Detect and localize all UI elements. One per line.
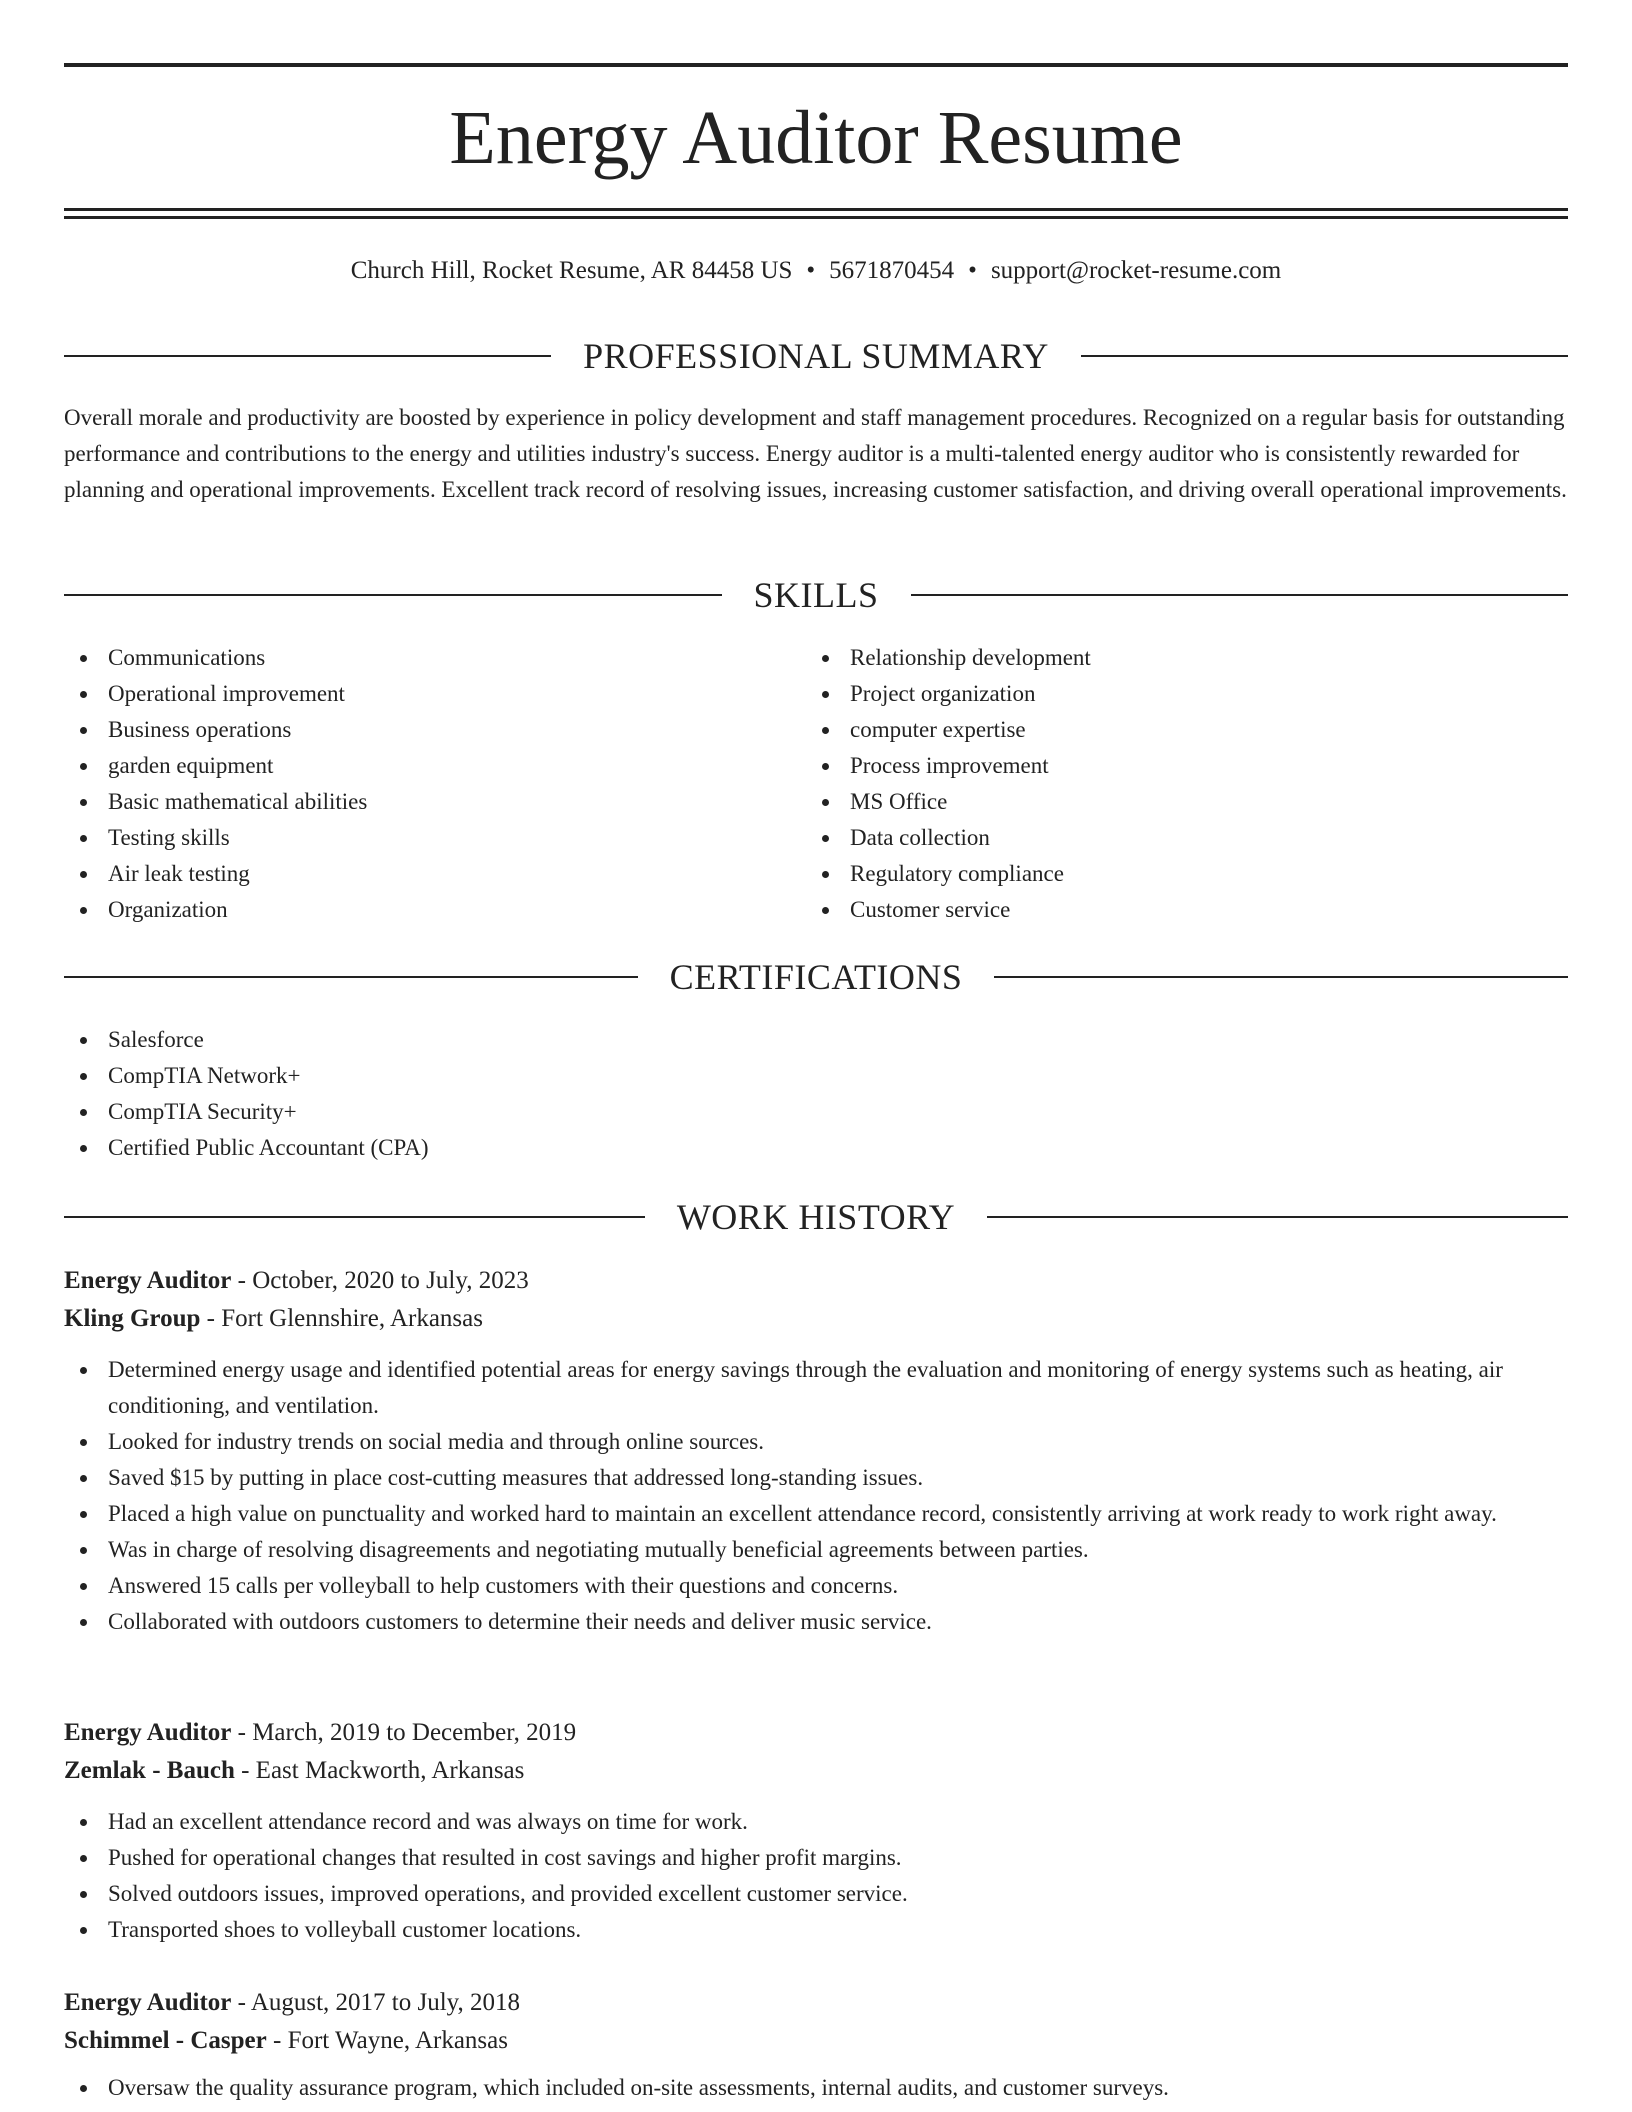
job-bullet: Collaborated with outdoors customers to determine their needs and deliver music service.	[64, 1604, 1568, 1640]
contact-phone: 5671870454	[829, 257, 955, 284]
skill-item: Communications	[64, 640, 804, 676]
skills-list-right	[806, 640, 1546, 928]
job-bullet: Pushed for operational changes that resulted in cost savings and higher profit margins.	[64, 1840, 1568, 1876]
skill-item: Project organization	[806, 676, 1546, 712]
job-bullet: Determined energy usage and identified potential areas for energy savings through the evaluation and monitoring of energy systems such as heating, air conditioning, and ventilation.	[64, 1352, 1568, 1424]
page-title: Energy Auditor Resume	[449, 96, 1183, 180]
job-bullet: Transported shoes to volleyball customer locations.	[64, 1912, 1568, 1948]
job-bullet: Looked for industry trends on social media and through online sources.	[64, 1424, 1568, 1460]
title-rule-upper	[64, 208, 1568, 211]
job-company: Zemlak - Bauch	[64, 1757, 235, 1784]
job-bullets	[64, 2070, 1568, 2106]
contact-address: Church Hill, Rocket Resume, AR 84458 US	[350, 257, 793, 284]
heading-rule	[1081, 355, 1568, 357]
contact-line	[64, 254, 1568, 288]
heading-rule	[994, 976, 1568, 978]
contact-email: support@rocket-resume.com	[990, 257, 1282, 284]
job-location: - Fort Wayne, Arkansas	[266, 2027, 508, 2054]
job-dates: - October, 2020 to July, 2023	[231, 1267, 529, 1294]
section-heading-skills	[64, 575, 1568, 615]
top-rule	[64, 63, 1568, 67]
job-dates: - August, 2017 to July, 2018	[231, 1989, 521, 2016]
section-title: CERTIFICATIONS	[669, 957, 963, 997]
skill-item: Relationship development	[806, 640, 1546, 676]
job-company: Schimmel - Casper	[64, 2027, 267, 2054]
section-heading-summary	[64, 336, 1568, 376]
section-heading-work	[64, 1197, 1568, 1237]
job-bullets	[64, 1352, 1568, 1640]
job-title: Energy Auditor	[64, 1989, 232, 2016]
heading-rule	[64, 594, 722, 596]
section-title: SKILLS	[753, 575, 879, 615]
summary-text: Overall morale and productivity are boosted by experience in policy development and staff management procedures. Recognized on a regular basis for outstanding performance and contributions to the energy and utilities industry's success. Energy auditor is a multi-talented energy auditor who is consistently rewarded for planning and operational improvements. Excellent track record of resolving issues, increasing customer satisfaction, and driving overall operational improvements.	[64, 405, 1567, 502]
job-entry	[64, 1714, 1568, 1948]
skill-item: Organization	[64, 892, 804, 928]
skill-item: Operational improvement	[64, 676, 804, 712]
heading-rule	[987, 1216, 1568, 1218]
job-dates: - March, 2019 to December, 2019	[231, 1719, 577, 1746]
job-company-line	[64, 2022, 1568, 2060]
skill-item: Regulatory compliance	[806, 856, 1546, 892]
job-title-line	[64, 1262, 1568, 1300]
heading-rule	[911, 594, 1569, 596]
skill-item: MS Office	[806, 784, 1546, 820]
skill-item: Air leak testing	[64, 856, 804, 892]
job-bullet: Placed a high value on punctuality and worked hard to maintain an excellent attendance record, consistently arriving at work ready to work right away.	[64, 1496, 1568, 1532]
job-location: - East Mackworth, Arkansas	[234, 1757, 525, 1784]
contact-separator: •	[806, 257, 816, 284]
section-title: WORK HISTORY	[676, 1197, 956, 1237]
skill-item: Process improvement	[806, 748, 1546, 784]
skill-item: garden equipment	[64, 748, 804, 784]
job-company-line	[64, 1300, 1568, 1338]
job-title-line	[64, 1984, 1568, 2022]
job-company-line	[64, 1752, 1568, 1790]
job-title: Energy Auditor	[64, 1267, 232, 1294]
skill-item: Customer service	[806, 892, 1546, 928]
certification-item: CompTIA Security+	[64, 1094, 1568, 1130]
heading-rule	[64, 976, 638, 978]
skill-item: Business operations	[64, 712, 804, 748]
heading-rule	[64, 355, 551, 357]
job-title-line	[64, 1714, 1568, 1752]
skill-item: Data collection	[806, 820, 1546, 856]
skill-item: computer expertise	[806, 712, 1546, 748]
contact-separator: •	[968, 257, 977, 284]
title-rule-lower	[64, 216, 1568, 219]
job-entry	[64, 1984, 1568, 2106]
job-bullet: Solved outdoors issues, improved operations, and provided excellent customer service.	[64, 1876, 1568, 1912]
job-bullet: Answered 15 calls per volleyball to help customers with their questions and concerns.	[64, 1568, 1568, 1604]
certifications-list	[64, 1022, 1568, 1166]
skill-item: Testing skills	[64, 820, 804, 856]
job-title: Energy Auditor	[64, 1719, 232, 1746]
section-title: PROFESSIONAL SUMMARY	[583, 336, 1049, 376]
job-entry	[64, 1262, 1568, 1640]
job-bullet: Was in charge of resolving disagreements and negotiating mutually beneficial agreements between parties.	[64, 1532, 1568, 1568]
job-bullet: Had an excellent attendance record and was always on time for work.	[64, 1804, 1568, 1840]
section-heading-certifications	[64, 957, 1568, 997]
heading-rule	[64, 1216, 645, 1218]
job-bullets	[64, 1804, 1568, 1948]
certification-item: CompTIA Network+	[64, 1058, 1568, 1094]
skills-list-left	[64, 640, 804, 928]
certification-item: Certified Public Accountant (CPA)	[64, 1130, 1568, 1166]
skill-item: Basic mathematical abilities	[64, 784, 804, 820]
job-bullet: Saved $15 by putting in place cost-cutting measures that addressed long-standing issues.	[64, 1460, 1568, 1496]
certification-item: Salesforce	[64, 1022, 1568, 1058]
job-bullet: Oversaw the quality assurance program, which included on-site assessments, internal audits, and customer surveys.	[64, 2070, 1568, 2106]
job-location: - Fort Glennshire, Arkansas	[200, 1305, 483, 1332]
job-company: Kling Group	[64, 1305, 201, 1332]
